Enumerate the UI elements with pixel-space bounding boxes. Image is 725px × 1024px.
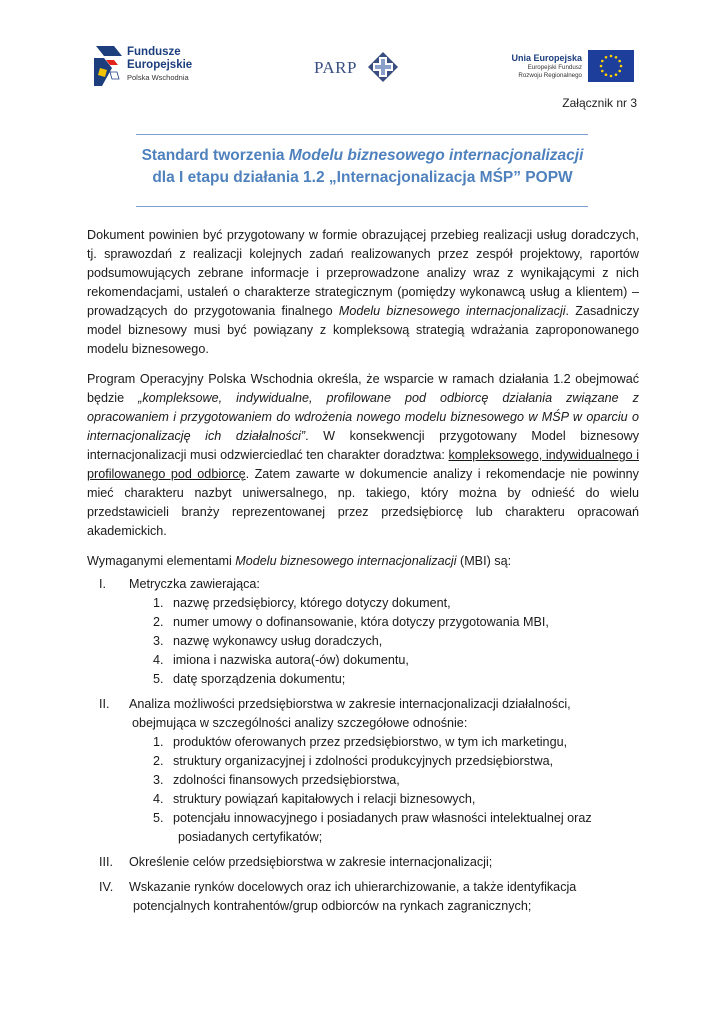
section-3 [87,853,639,872]
eu-logo [510,50,635,90]
title-line2: dla I etapu działania 1.2 „Internacjonalizacja MŚP” POPW [152,169,573,186]
list-item-text: nazwę przedsiębiorcy, którego dotyczy dokument, [173,596,451,610]
list-item-text: datę sporządzenia dokumentu; [173,672,346,686]
list-item [87,651,639,670]
paragraph-3 [87,552,639,571]
section-1 [87,575,639,594]
fe-line1: Fundusze [127,46,181,58]
list-item-text: produktów oferowanych przez przedsiębiorstwo, w tym ich marketingu, [173,735,568,749]
p2-text-a: Program Operacyjny Polska Wschodnia określa, że wsparcie w ramach działania 1.2 obejmować będzie [87,372,639,405]
list-item-text: struktury organizacyjnej i zdolności produkcyjnych przedsiębiorstwa, [173,754,554,768]
p3-text-c: (MBI) są: [456,554,512,568]
p1-text-b: Modelu biznesowego internacjonalizacji [338,304,566,318]
list-item [87,809,639,847]
section-4-text: Wskazanie rynków docelowych oraz ich uhierarchizowanie, a także identyfikacja [129,880,577,894]
section-2 [87,695,639,733]
list-item-text-cont: posiadanych certyfikatów; [178,830,323,844]
list-item-number: 3. [153,634,164,648]
paragraph-2 [87,370,639,541]
section-4-text-cont: potencjalnych kontrahentów/grup odbiorców na rynkach zagranicznych; [133,899,532,913]
section-1-text: Metryczka zawierająca: [129,577,260,591]
list-item-text: struktury powiązań kapitałowych i relacji biznesowych, [173,792,476,806]
list-item-text: numer umowy o dofinansowanie, która dotyczy przygotowania MBI, [173,615,549,629]
list-item [87,790,639,809]
list-item [87,632,639,651]
section-2-number: II. [99,697,110,711]
parp-logo [314,52,404,84]
list-item [87,613,639,632]
fe-line2: Europejskie [127,58,193,71]
p2-text-c: . W konsekwencji przygotowany Model biznesowy internacjonalizacji musi odzwierciedlać ten charakter doradztwa: [87,429,639,462]
section-4 [87,878,639,916]
fundusze-europejskie-logo [94,44,214,90]
list-item-number: 5. [153,811,164,825]
list-item-number: 2. [153,615,164,629]
list-item-number: 5. [153,672,164,686]
list-item-number: 1. [153,596,164,610]
title-line1-b: Modelu biznesowego internacjonalizacji [288,147,584,164]
section-1-list [87,594,639,689]
p2-text-b: „kompleksowe, indywidualne, profilowane pod odbiorcę działania związane z opracowaniem i przygotowaniem do wdrożenia nowego modelu biznesowego w MŚP w oparciu o internacjonalizację ich działalności” [87,391,639,443]
title-line1-a: Standard tworzenia [141,147,289,164]
section-1-number: I. [99,577,106,591]
section-2-list [87,733,639,847]
list-item-number: 2. [153,754,164,768]
list-item [87,733,639,752]
eu-flag-icon [588,50,634,82]
list-item-text: potencjału innowacyjnego i posiadanych praw własności intelektualnej oraz [173,811,592,825]
title-rule-bottom [136,206,588,207]
list-item [87,670,639,689]
p1-text-c: . Zasadniczy model biznesowy musi być powiązany z kompleksową strategią wdrażania zaproponowanego modelu biznesowego. [87,304,639,356]
section-3-number: III. [99,855,113,869]
list-item-number: 4. [153,653,164,667]
ue-title: Unia Europejska [511,53,582,63]
section-2-text-cont: obejmująca w szczególności analizy szczegółowe odnośnie: [132,716,468,730]
list-item-number: 3. [153,773,164,787]
p2-text-e: . Zatem zawarte w dokumencie analizy i rekomendacje nie powinny mieć charakteru nazbyt uniwersalnego, np. takiego, który można by odnieść do wielu przedstawicieli branży reprezentowanej przez przedsiębiorcę lub charakteru opracowań akademickich. [87,467,639,538]
section-3-text: Określenie celów przedsiębiorstwa w zakresie internacjonalizacji; [129,855,493,869]
list-item-number: 4. [153,792,164,806]
p2-text-d: kompleksowego, indywidualnego i profilowanego pod odbiorcę [87,448,639,481]
section-4-number: IV. [99,880,114,894]
document-title [100,145,625,189]
list-item-text: zdolności finansowych przedsiębiorstwa, [173,773,400,787]
annex-label: Załącznik nr 3 [562,96,637,110]
p1-text-a: Dokument powinien być przygotowany w formie obrazującej przebieg realizacji usług doradczych, tj. sprawozdań z realizacji kolejnych zadań realizowanych przez zespół projektowy, raportów podsumowujących zebrane informacje i przeprowadzone analizy wraz z wynikającymi z nich rekomendacjami, ustaleń o charakterze strategicznym (pomiędzy wykonawcą usług a klientem) – prowadzących do przygotowania finalnego [87,228,639,318]
p3-text-a: Wymaganymi elementami [87,554,236,568]
list-item [87,752,639,771]
ue-sub1: Europejski Fundusz [527,64,582,71]
list-item-number: 1. [153,735,164,749]
document-body [87,226,639,916]
list-item [87,771,639,790]
section-2-text: Analiza możliwości przedsiębiorstwa w zakresie internacjonalizacji działalności, [129,697,571,711]
title-rule-top [136,134,588,135]
parp-mark-icon [367,52,399,82]
list-item [87,594,639,613]
list-item-text: nazwę wykonawcy usług doradczych, [173,634,383,648]
p3-text-b: Modelu biznesowego internacjonalizacji [235,554,457,568]
fe-sub: Polska Wschodnia [127,73,189,82]
paragraph-1 [87,226,639,359]
list-item-text: imiona i nazwiska autora(-ów) dokumentu, [173,653,409,667]
parp-text: PARP [314,58,357,77]
ue-sub2: Rozwoju Regionalnego [518,71,582,79]
fe-star-icon [94,46,122,86]
